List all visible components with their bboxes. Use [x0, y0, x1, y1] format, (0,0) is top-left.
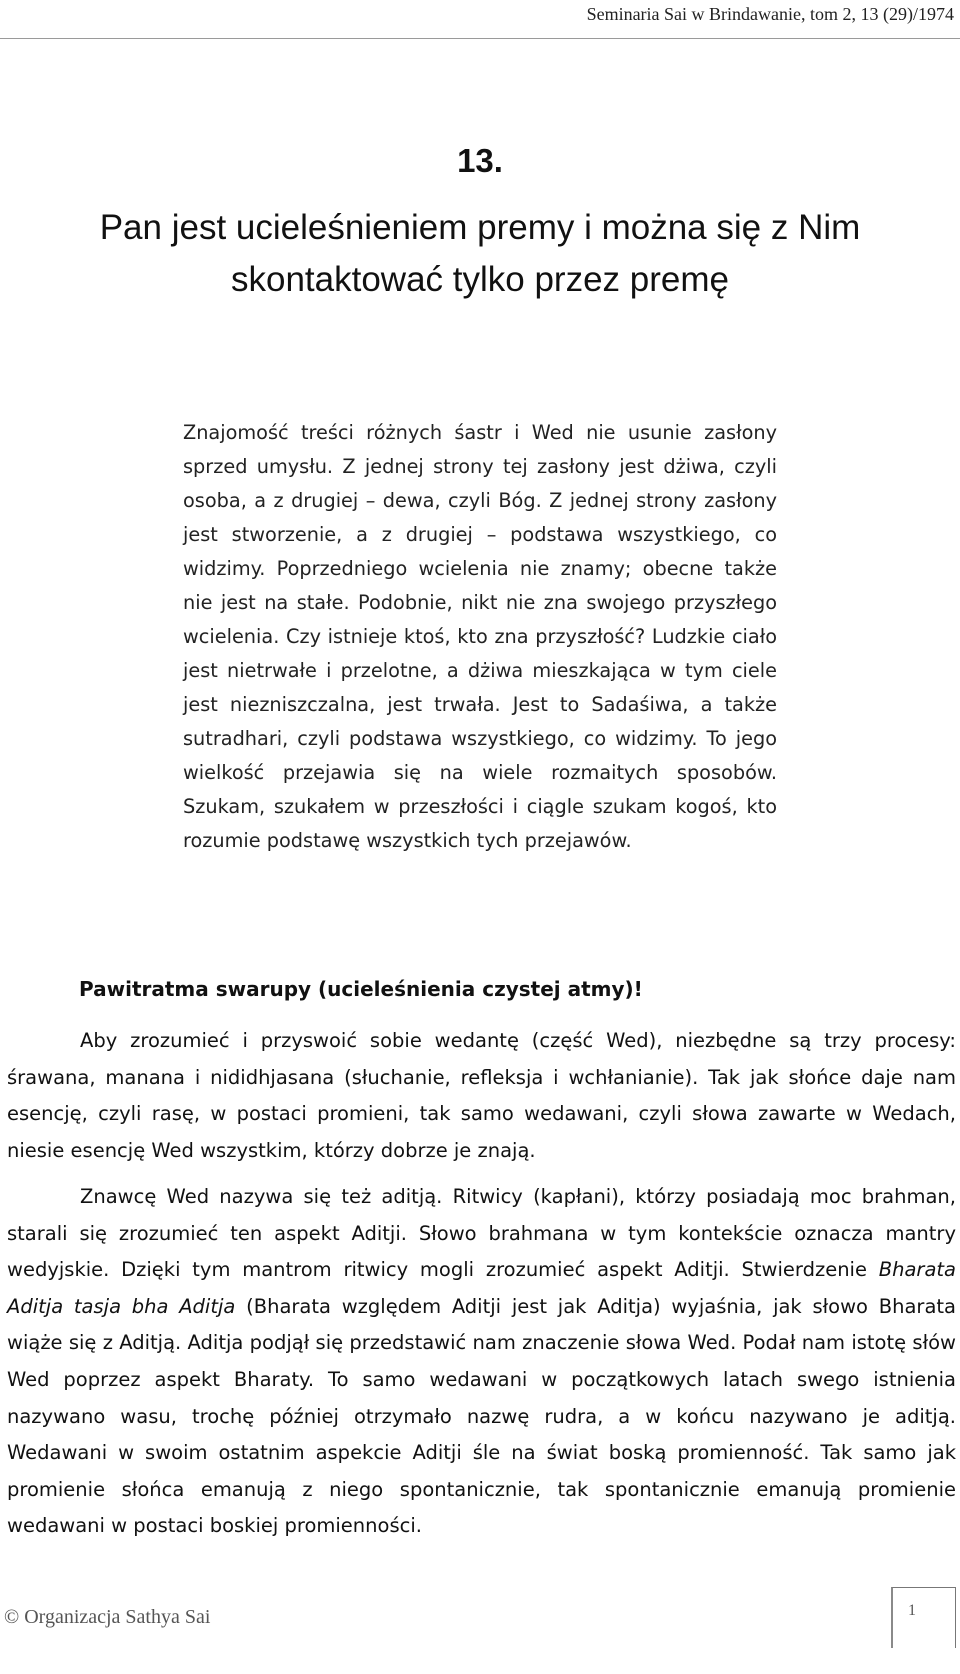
epigraph-quote: Znajomość treści różnych śastr i Wed nie usunie zasłony sprzed umysłu. Z jednej strony tej zasłony jest dżiwa, czyli osoba, a z drugiej – dewa, czyli Bóg. Z jednej strony zasłony jest stworzenie, a z drugiej – podstawa wszystkiego, co widzimy. Poprzedniego wcielenia nie znamy; obecne także nie jest na stałe. Podobnie, nikt nie zna swojego przyszłego wcielenia. Czy istnieje ktoś, kto zna przyszłość? Ludzkie ciało jest nietrwałe i przelotne, a dżiwa mieszkająca w tym ciele jest niezniszczalna, jest trwała. Jest to Sadaśiwa, a także sutradhari, czyli podstawa wszystkiego, co widzimy. To jego wielkość przejawia się na wiele rozmaitych sposobów. Szukam, szukałem w przeszłości i ciągle szukam kogoś, kto rozumie podstawę wszystkich tych przejawów. [183, 421, 777, 852]
section-heading: Pawitratma swarupy (ucieleśnienia czystej atmy)! [79, 977, 643, 1001]
body-paragraph-2 [7, 1179, 956, 1545]
footer-copyright: © Organizacja Sathya Sai [4, 1606, 211, 1628]
paragraph-text-part: Znawcę Wed nazywa się też aditją. Ritwicy (kapłani), którzy posiadają moc brahman, starali się zrozumieć ten aspekt Aditji. Słowo brahmana w tym kontekście oznacza mantry wedyjskie. Dzięki tym mantrom ritwicy mogli zrozumieć aspekt Aditji. Stwierdzenie [7, 1185, 956, 1282]
chapter-title: Pan jest ucieleśnieniem premy i można się z Nim skontaktować tylko przez premę [99, 208, 861, 299]
header-divider [0, 38, 960, 39]
paragraph-text: Aby zrozumieć i przyswoić sobie wedantę (część Wed), niezbędne są trzy procesy: śrawana, manana i nididhjasana (słuchanie, refleksja i wchłanianie). Tak jak słońce daje nam esencję, czyli rasę, w postaci promieni, tak samo wedawani, czyli słowa zawarte w Wedach, niesie esencję Wed wszystkim, którzy dobrze je znają. [7, 1029, 956, 1162]
running-header: Seminaria Sai w Brindawanie, tom 2, 13 (29)/1974 [586, 4, 954, 24]
paragraph-text-part: (Bharata względem Aditji jest jak Aditja) wyjaśnia, jak słowo Bharata wiąże się z Aditją. Aditja podjął się przedstawić nam znaczenie słowa Wed. Podał nam istotę słów Wed poprzez aspekt Bharaty. To samo wedawani w początkowych latach swego istnienia nazywano wasu, trochę później otrzymało nazwę rudra, a w końcu nazywano je aditją. Wedawani w swoim ostatnim aspekcie Aditji śle na świat boską promienność. Tak samo jak promienie słońca emanują z niego spontanicznie, tak spontanicznie emanują promienie wedawani w postaci boskiej promienności. [7, 1294, 956, 1538]
page-number-box [891, 1587, 956, 1648]
italic-phrase: Bharata Aditja tasja bha Aditja [7, 1258, 956, 1318]
paragraph-text [7, 1179, 956, 1545]
page-number: 1 [908, 1602, 916, 1619]
chapter-number: 13. [457, 142, 503, 179]
body-paragraph-1 [7, 1023, 956, 1169]
